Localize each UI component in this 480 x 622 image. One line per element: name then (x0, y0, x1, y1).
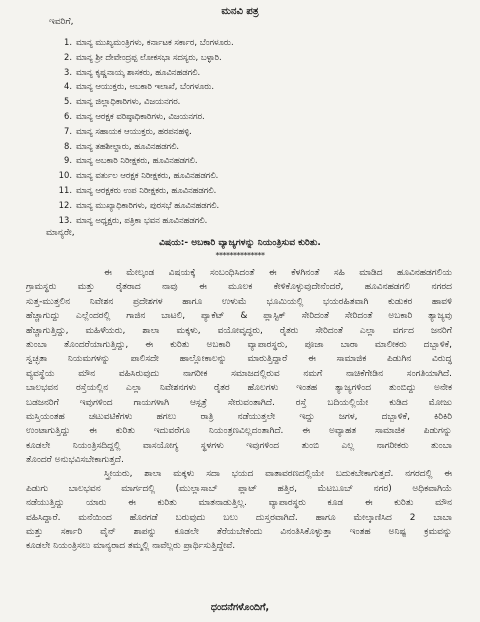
recipient-text: ಮಾನ್ಯ ಮುಖ್ಯಮಂತ್ರಿಗಳು, ಕರ್ನಾಟಕ ಸರ್ಕಾರ, ಬೆಂಗಳೂರು. (76, 37, 234, 47)
recipient-item (58, 139, 234, 154)
addressee-label: ಇವರಿಗೆ, (49, 17, 74, 27)
recipient-item (58, 109, 234, 124)
body-line: ಬಾಲಭವನ ರಸ್ತೆಯಲ್ಲಿನ ಎಲ್ಲಾ ನಿವೇಶನಗಳು ರೈತರ ಹೊಲಗಳು ಇಂತಹ ತ್ಯಾಜ್ಯಗಳಿಂದ ತುಂಬಿದ್ದು ಅನೇಕ (26, 383, 452, 394)
body-line: ಮಸ್ತಿಯಂತಹ ಚಟುವಟಿಕೆಗಳು ಹಗಲು ರಾತ್ರಿ ನಡೆಯುತ್ತಲೇ ಇದ್ದು ಜಗಳ, ದಬ್ಬಾಳಿಕೆ, ಕಿರಿಕಿರಿ (26, 411, 452, 422)
body-line: ಹೆಚ್ಚಾಗುದ್ದು ಎಲ್ಲೆಂದರಲ್ಲಿ ಗಾಜಿನ ಬಾಟಲಿ, ಪ್ಯಾಕೆಟ್ & ಪ್ಲಾಸ್ಟಿಕ್ ಸೇರಿದಂತೆ ಸೇರಿದಂತೆ ಅಬಕಾರಿ ತ್ಯಾಜ್ಯವು (26, 311, 452, 322)
body-line: ಹೆಚ್ಚಾಗುತ್ತಿದ್ದು, ಮಹಿಳೆಯರು, ಶಾಲಾ ಮಕ್ಕಳು, ವಯೋವೃದ್ಧರು, ರೈತರು ಸೇರಿದಂತೆ ಎಲ್ಲಾ ವರ್ಗದ ಜನರಿಗೆ (26, 325, 452, 336)
recipient-text: ಮಾನ್ಯ ಮುಖ್ಯಾಧಿಕಾರಿಗಳು, ಪುರಸಭೆ ಹೂವಿನಹಡಗಲಿ. (76, 199, 220, 210)
recipient-item (58, 213, 234, 228)
salutation: ಮಾನ್ಯರೇ, (46, 228, 75, 238)
recipient-number: 2. (64, 51, 72, 62)
recipient-item (58, 198, 234, 213)
recipient-number: 8. (64, 140, 72, 151)
recipient-number: 3. (64, 66, 72, 77)
body-line: ಕೂಡಲೇ ನಿಯಂತ್ರಿಸಲು ಮಾನ್ಯರಾದ ತಮ್ಮಲ್ಲಿ ನಾವೆಲ್ಲರು ಪ್ರಾರ್ಥಿಸುತ್ತಿದ್ದೇವೆ. (26, 541, 236, 552)
recipient-number: 12. (58, 199, 72, 210)
body-line: ಸ್ವಚ್ಛತಾ ನಿಯಮಗಳನ್ನು ಪಾಲಿಸದೇ ಹಾಲ್ಲೋಕಾಲನ್ನು ಮಾರುತ್ತಿದ್ದಾರೆ ಈ ಸಾಮಾಜಿಕ ಪಿಡುಗಿನ ವಿರುದ್ಧ (26, 354, 452, 365)
recipient-item (58, 153, 234, 168)
recipient-item (58, 124, 234, 139)
recipient-number: 9. (64, 155, 72, 166)
recipient-text: ಮಾನ್ಯ ಜಿಲ್ಲಾಧಿಕಾರಿಗಳು, ವಿಜಯನಗರ. (76, 96, 181, 107)
body-line: ಬಡಜನರಿಗೆ ಇವುಗಳಿಂದ ಗಾಯಗಳಾಗಿ ಆಸ್ಪತ್ರೆ ಸೇರುವಂತಾಗಿದೆ. ರಸ್ತೆ ಬದಿಯಲ್ಲಿಯೇ ಕುಡಿದ ಮೋಜು (26, 397, 452, 408)
recipient-item (58, 65, 234, 80)
subject-divider: ************** (215, 251, 265, 260)
recipient-text: ಮಾನ್ಯ ವರ್ತುಲ ಆರಕ್ಷಕ ನಿರೀಕ್ಷಕರು, ಹೂವಿನಹಡಗಲಿ. (76, 170, 219, 181)
recipient-item (58, 35, 234, 50)
body-line: ಸುತ್ತ-ಮುತ್ತಲಿನ ನಿವೇಶನ ಪ್ರದೇಶಗಳ ಹಾಗೂ ಉಳುಮೆ ಭೂಮಿಯಲ್ಲಿ ಭಯರಹಿತವಾಗಿ ಕುಡುಕರ ಹಾವಳಿ (26, 296, 452, 307)
recipient-text: ಮಾನ್ಯ ಕೃಷ್ಣನಾಯ್ಕ ಶಾಸಕರು, ಹೂವಿನಹಡಗಲಿ. (76, 66, 201, 77)
recipient-text: ಮಾನ್ಯ ಆಯುಕ್ತರು, ಅಬಕಾರಿ ಇಲಾಖೆ, ಬೆಂಗಳೂರು. (76, 81, 214, 92)
recipient-text: ಮಾನ್ಯ ಆರಕ್ಷಕ ವರಿಷ್ಠಾಧಿಕಾರಿಗಳು, ವಿಜಯನಗರ. (76, 110, 205, 121)
recipient-item (58, 50, 234, 65)
recipient-number: 4. (64, 81, 72, 92)
body-line: ತೊಂದರೆ ಅನುಭವಿಸಬೇಕಾಗುತ್ತದೆ. (26, 455, 124, 466)
body-line: ವಹಿಸಿದ್ದಾರೆ. ಮನೆಯಿಂದ ಹೊರಗಡೆ ಬರುವುದು ಬಲು ದುಸ್ತರವಾಗಿದೆ. ಹಾಗೂ ಮೇಲ್ಕಾಣಿಸಿದ 2 ಬಾಬಾ (26, 512, 452, 523)
recipient-number: 11. (58, 184, 72, 195)
body-line: ಉಂಟಾಗುತ್ತಿದ್ದು ಈ ಕುರಿತು ಇದುವರೆಗೂ ನಿಯಂತ್ರಣವಿಲ್ಲದಂತಾಗಿದೆ. ಈ ಅವ್ಯಾಹತ ಸಾಮಾಜಿಕ ಪಿಡುಗನ್ನು (26, 426, 452, 437)
recipient-text: ಮಾನ್ಯ ತಹಶೀಲ್ದಾರು, ಹೂವಿನಹಡಗಲಿ. (76, 140, 180, 151)
recipient-number: 5. (64, 96, 72, 107)
body-line: ನಡೆಯುತ್ತಿದ್ದು ಯಾರು ಈ ಕುರಿತು ಮಾತನಾಡುತ್ತಿಲ್ಲ. ವ್ಯಾಪಾರಸ್ಥರು ಕೂಡ ಈ ಕುರಿತು ಮೌನ (26, 498, 452, 509)
recipient-item (58, 94, 234, 109)
recipient-text: ಮಾನ್ಯ ಶ್ರೀ ದೇವೇಂದ್ರಪ್ಪ ಲೋಕಸಭಾ ಸದಸ್ಯರು, ಬಳ್ಳಾರಿ. (76, 51, 222, 62)
document-title: ಮನವಿ ಪತ್ರ (221, 6, 259, 17)
recipient-text: ಮಾನ್ಯ ಆರಕ್ಷಕರು ಉಪ ನಿರೀಕ್ಷಕರು, ಹೂವಿನಹಡಗಲಿ. (76, 184, 217, 195)
recipient-list (58, 35, 234, 227)
recipient-number: 7. (64, 125, 72, 136)
recipient-text: ಮಾನ್ಯ ಅಬಕಾರಿ ನಿರೀಕ್ಷಕರು, ಹೂವಿನಹಡಗಲಿ. (76, 155, 198, 166)
body-text (26, 266, 452, 554)
body-paragraph (26, 266, 452, 467)
body-line: ವ್ಯವಸ್ಥೆಯ ಮೌನ ವಹಿಸಿರುವುದು ನಾಗರೀಕ ಸಮಾಜದಲ್ಲಿರುವ ನಮಗೆ ನಾಚಿಕೆಗೇಡಿನ ಸಂಗತಿಯಾಗಿದೆ. (26, 368, 452, 379)
recipient-number: 1. (64, 37, 72, 47)
recipient-number: 6. (64, 110, 72, 121)
body-line: ಸ್ತ್ರೀಯರು, ಶಾಲಾ ಮಕ್ಕಳು ಸದಾ ಭಯದ ವಾತಾವರಣದಲ್ಲಿಯೇ ಬದುಕಬೇಕಾಗುತ್ತದೆ. ನಗರದಲ್ಲಿ ಈ (104, 469, 452, 480)
body-line: ಮತ್ತು ಸರ್ಕಾರಿ ವೈನ್ ಶಾಪನ್ನು ಕೂಡಲೇ ತೆರೆಯಬೇಕೆಂದು ವಿನಂತಿಸಿಕೊಳ್ಳುತ್ತಾ ಇಂತಹ ಅನಿಷ್ಟ ಕ್ರಮವನ್ನು (26, 527, 452, 538)
body-line: ಈ ಮೇಲ್ಕಂಡ ವಿಷಯಕ್ಕೆ ಸಂಬಂಧಿಸಿದಂತೆ ಈ ಕೆಳಗಿನಂತೆ ಸಹಿ ಮಾಡಿದ ಹೂವಿನಹಡಗಲಿಯ (104, 268, 452, 278)
body-line: ಪಿಡುಗು ಬಾಲಭವನ ಮಾರ್ಗದಲ್ಲಿ (ಮುಲ್ಲಾಸಾಬ್ ಪ್ಲಾಟ್ ಹತ್ತಿರ, ಮೆಟಬೂಬ್ ನಗರ) ಅಧಿಕವಾಗಿಯೆ (26, 483, 452, 494)
subject-line: ವಿಷಯ:- ಅಬಕಾರಿ ವ್ಯಾಜ್ಯಗಳನ್ನು ನಿಯಂತ್ರಿಸುವ ಕುರಿತು. (159, 238, 321, 248)
body-paragraph (26, 467, 452, 553)
recipient-text: ಮಾನ್ಯ ಸಹಾಯಕ ಆಯುಕ್ತರು, ಹರಪನಹಳ್ಳಿ. (76, 125, 192, 136)
recipient-number: 13. (58, 214, 72, 225)
body-line: ಕೂಡಲೇ ನಿಯಂತ್ರಿಸದಿದ್ದಲ್ಲಿ ವಾಸಯೋಗ್ಯ ಸ್ಥಳಗಳು ಇವುಗಳಿಂದ ತುಂಬಿ ಎಲ್ಲ ನಾಗರೀಕರು ತುಂಬಾ (26, 440, 452, 451)
body-line: ಗ್ರಾಮಸ್ಥರು ಮತ್ತು ರೈತರಾದ ನಾವು ಈ ಮೂಲಕ ಕೇಳಿಕೊಳ್ಳುವುದೇನೆಂದರೆ, ಹೂವಿನಹಡಗಲಿ ನಗರದ (26, 282, 452, 293)
body-line: ತುಂಬಾ ತೊಂದರೆಯಾಗುತ್ತಿದ್ದು, ಈ ಕುರಿತು ಅಬಕಾರಿ ವ್ಯಾಪಾರಸ್ಥರು, ಪೂಜಾ ಬಾರಾ ಮಾಲೀಕರು ದಬ್ಬಾಳಿಕೆ, (26, 339, 452, 350)
closing-line: ಧಂದನೆಗಳೊಂದಿಗೆ, (210, 602, 270, 613)
recipient-item (58, 183, 234, 198)
recipient-text: ಮಾನ್ಯ ಅಧ್ಯಕ್ಷರು, ಪತ್ರಿಕಾ ಭವನ ಹೂವಿನಹಡಗಲಿ. (76, 214, 208, 225)
recipient-item (58, 168, 234, 183)
recipient-number: 10. (58, 170, 72, 181)
recipient-item (58, 79, 234, 94)
